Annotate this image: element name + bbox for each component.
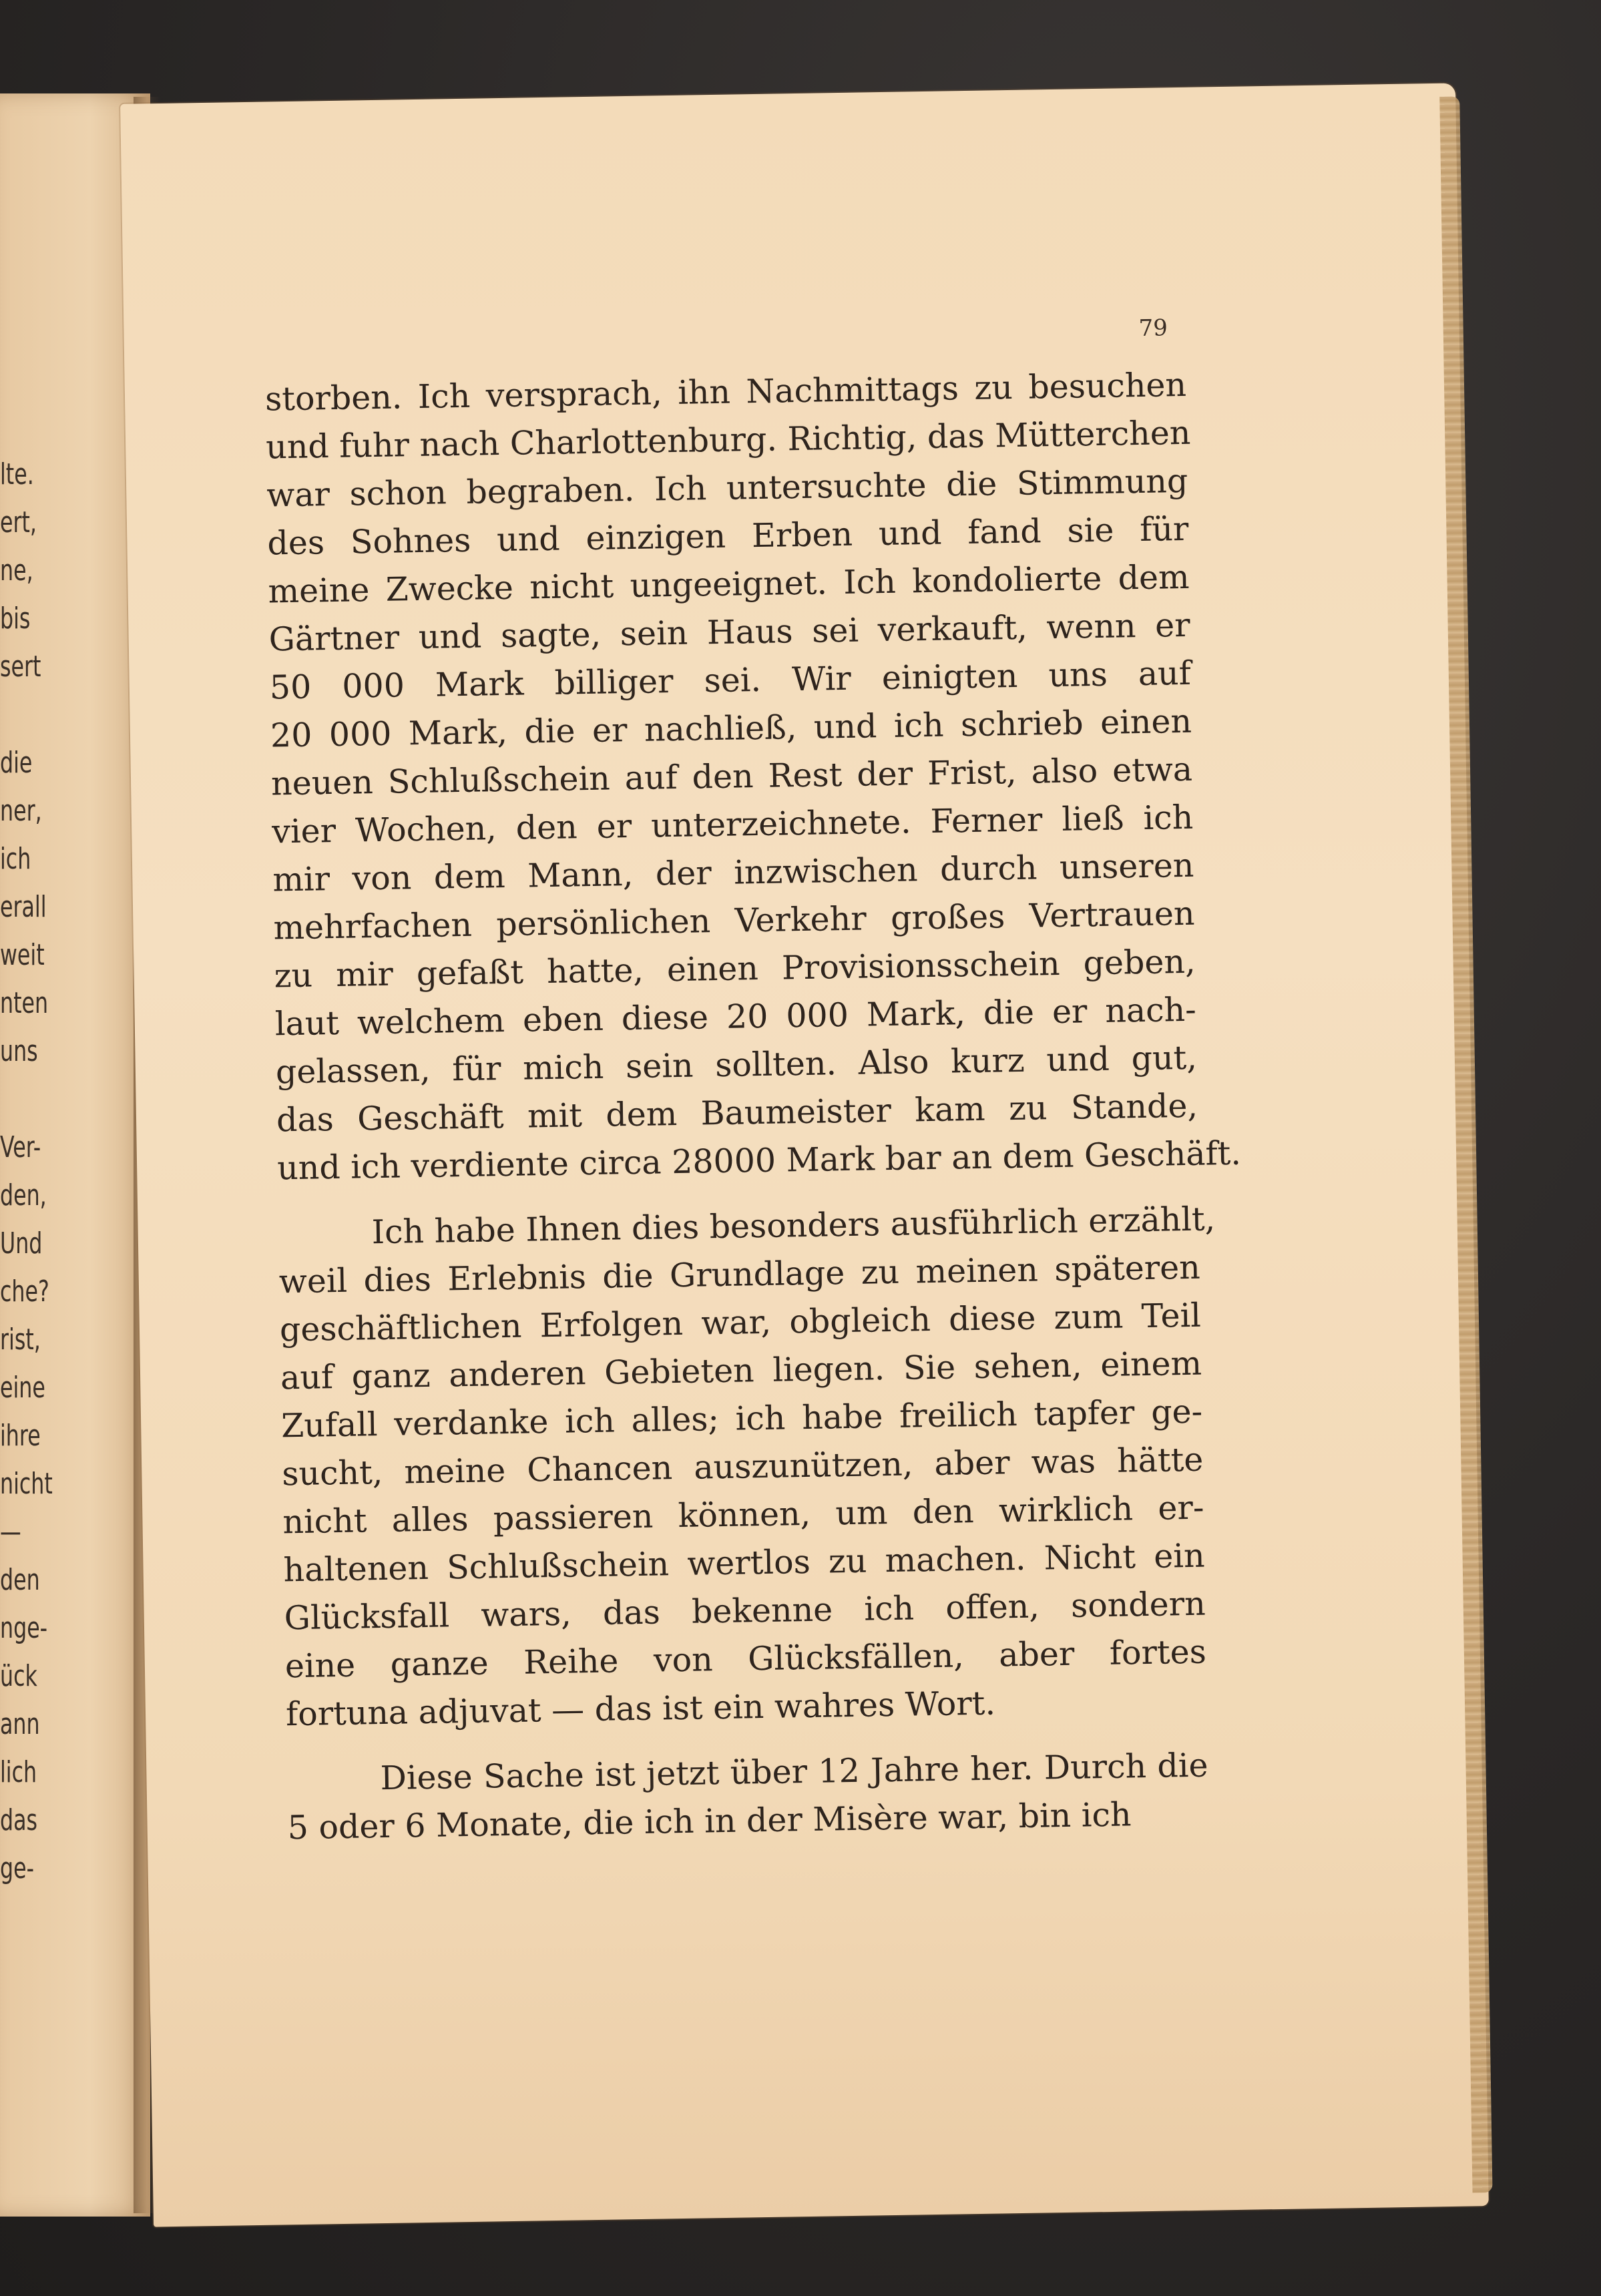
left-page-fragment: rist, (0, 1323, 41, 1357)
left-page-fragment: sert (0, 650, 41, 684)
left-page-fragment: eine (0, 1371, 45, 1405)
left-page-fragment: ück (0, 1659, 37, 1693)
left-page-fragment: ihre (0, 1419, 41, 1453)
left-page-fragment: ge- (0, 1851, 35, 1885)
left-page-fragment: nge- (0, 1611, 48, 1645)
text-line: mir von dem Mann, der inzwischen durch unseren (272, 846, 1194, 899)
body-text (264, 361, 1242, 1852)
text-line: zu mir gefaßt hatte, einen Provisionsschein geben, (274, 942, 1196, 995)
paragraph (264, 361, 1242, 1193)
left-page-fragment: — (0, 1515, 21, 1549)
left-page-fragment: Ver- (0, 1130, 41, 1164)
left-page-fragment: das (0, 1803, 38, 1837)
text-line: des Sohnes und einzigen Erben und fand sie für (267, 509, 1189, 563)
left-page-fragment: den (0, 1563, 40, 1597)
text-line: Diese Sache ist jetzt über 12 Jahre her. Durch die (380, 1746, 1208, 1798)
left-page-fragment: weit (0, 938, 45, 972)
text-line: das Geschäft mit dem Baumeister kam zu Stande, (276, 1086, 1198, 1140)
text-line: Ich habe Ihnen dies besonders ausführlich erzählt, (371, 1200, 1216, 1252)
left-page-fragment: bis (0, 602, 31, 636)
text-line: Zufall verdanke ich alles; ich habe freilich tapfer ge- (280, 1392, 1203, 1445)
left-page-text-fragments (0, 451, 108, 1893)
text-line: fortuna adjuvat — das ist ein wahres Wort. (285, 1684, 996, 1734)
paragraph (286, 1742, 1209, 1853)
text-line: auf ganz anderen Gebieten liegen. Sie sehen, einem (280, 1344, 1202, 1397)
left-page-fragment: nten (0, 986, 49, 1020)
left-page-fragment: lte. (0, 457, 34, 491)
text-line: und ich verdiente circa 28000 Mark bar an dem Geschäft. (276, 1134, 1242, 1188)
text-line: 5 oder 6 Monate, die ich in der Misère war, bin ich (287, 1795, 1132, 1847)
text-line: weil dies Erlebnis die Grundlage zu meinen späteren (278, 1248, 1201, 1301)
right-page (120, 83, 1489, 2227)
text-line: nicht alles passieren können, um den wirklich er- (282, 1488, 1204, 1542)
text-line: sucht, meine Chancen auszunützen, aber was hätte (281, 1440, 1204, 1494)
left-page-fragment: ne, (0, 553, 33, 588)
text-line: und fuhr nach Charlottenburg. Richtig, das Mütterchen (265, 413, 1191, 467)
left-page-fragment: ann (0, 1707, 40, 1741)
paragraph (278, 1196, 1216, 1739)
text-line: geschäftlichen Erfolgen war, obgleich diese zum Teil (279, 1296, 1202, 1349)
left-page-fragment: den, (0, 1178, 47, 1212)
text-line: 50 000 Mark billiger sei. Wir einigten uns auf (269, 654, 1192, 707)
left-page-fragment: ich (0, 842, 31, 876)
text-line: meine Zwecke nicht ungeeignet. Ich kondolierte dem (268, 557, 1190, 611)
left-page-fragment (0, 691, 108, 739)
text-line: storben. Ich versprach, ihn Nachmittags zu besuchen (264, 365, 1187, 419)
text-line: mehrfachen persönlichen Verkehr großes Vertrauen (273, 894, 1195, 947)
text-line: Glücksfall wars, das bekenne ich offen, sondern (284, 1584, 1206, 1638)
text-line: haltenen Schlußschein wertlos zu machen. Nicht ein (283, 1536, 1205, 1590)
left-page-fragment: nicht (0, 1467, 53, 1501)
text-line: laut welchem eben diese 20 000 Mark, die er nach- (274, 990, 1197, 1044)
text-line: eine ganze Reihe von Glücksfällen, aber fortes (284, 1632, 1207, 1686)
left-page-fragment: che? (0, 1275, 49, 1309)
left-page-fragment: ert, (0, 505, 37, 539)
text-line: vier Wochen, den er unterzeichnete. Ferner ließ ich (271, 798, 1194, 851)
text-line: Gärtner und sagte, sein Haus sei verkauft, wenn er (268, 606, 1191, 659)
text-line: neuen Schlußschein auf den Rest der Frist, also etwa (270, 750, 1193, 803)
left-page-fragment (0, 1076, 108, 1124)
left-page-fragment: die (0, 746, 33, 780)
left-page-fragment: Und (0, 1226, 43, 1260)
left-page-fragment: ner, (0, 794, 42, 828)
left-page-fragment: uns (0, 1034, 38, 1068)
page-number: 79 (1138, 314, 1168, 342)
left-page-fragment: erall (0, 890, 47, 924)
left-page-fragment: lich (0, 1755, 37, 1789)
text-line: war schon begraben. Ich untersuchte die Stimmung (266, 461, 1188, 515)
text-line: gelassen, für mich sein sollten. Also kurz und gut, (275, 1038, 1198, 1092)
text-line: 20 000 Mark, die er nachließ, und ich schrieb einen (270, 702, 1192, 755)
